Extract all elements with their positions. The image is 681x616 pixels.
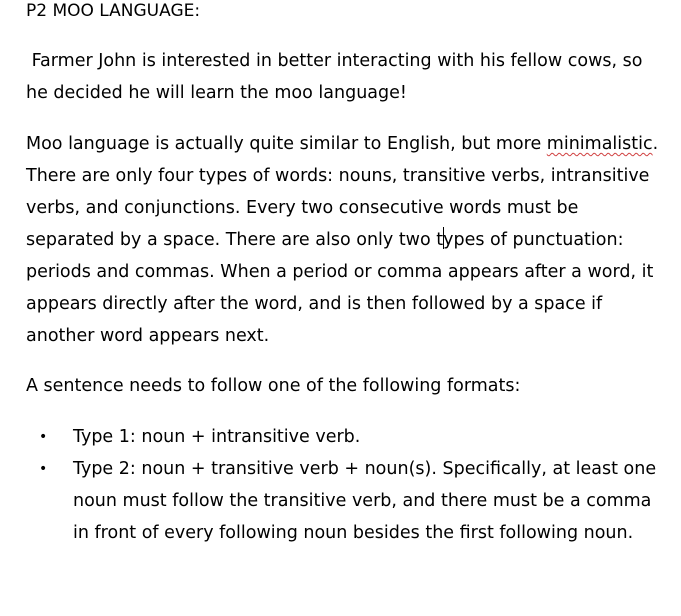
description-text-end: ypes of punctuation: periods and commas. When a period or comma appears after a word, it appears directly after the word, and is then followed by a space if another word appears next. [26, 230, 654, 346]
spellcheck-flagged-word[interactable]: minimalistic [546, 134, 653, 154]
formats-intro-paragraph: A sentence needs to follow one of the following formats: [26, 376, 521, 396]
description-paragraph [26, 128, 666, 352]
list-item-text: Type 1: noun + intransitive verb. [73, 427, 361, 447]
list-item [26, 421, 666, 453]
list-item-text: Type 2: noun + transitive verb + noun(s). Specifically, at least one noun must follow the transitive verb, and there must be a comma in front of every following noun besides the first following noun. [73, 459, 657, 543]
intro-paragraph: Farmer John is interested in better interacting with his fellow cows, so he decided he will learn the moo language! [26, 51, 649, 103]
description-text-start: Moo language is actually quite similar to English, but more [26, 134, 547, 154]
document-title: P2 MOO LANGUAGE: [26, 1, 201, 21]
description-text-middle: . There are only four types of words: nouns, transitive verbs, intransitive verbs, and conjunctions. Every two consecutive words must be separated by a space. There are also only two t [26, 134, 659, 250]
formats-list [26, 421, 666, 549]
bullet-icon: • [39, 429, 48, 445]
list-item [26, 453, 666, 549]
bullet-icon: • [39, 461, 48, 477]
